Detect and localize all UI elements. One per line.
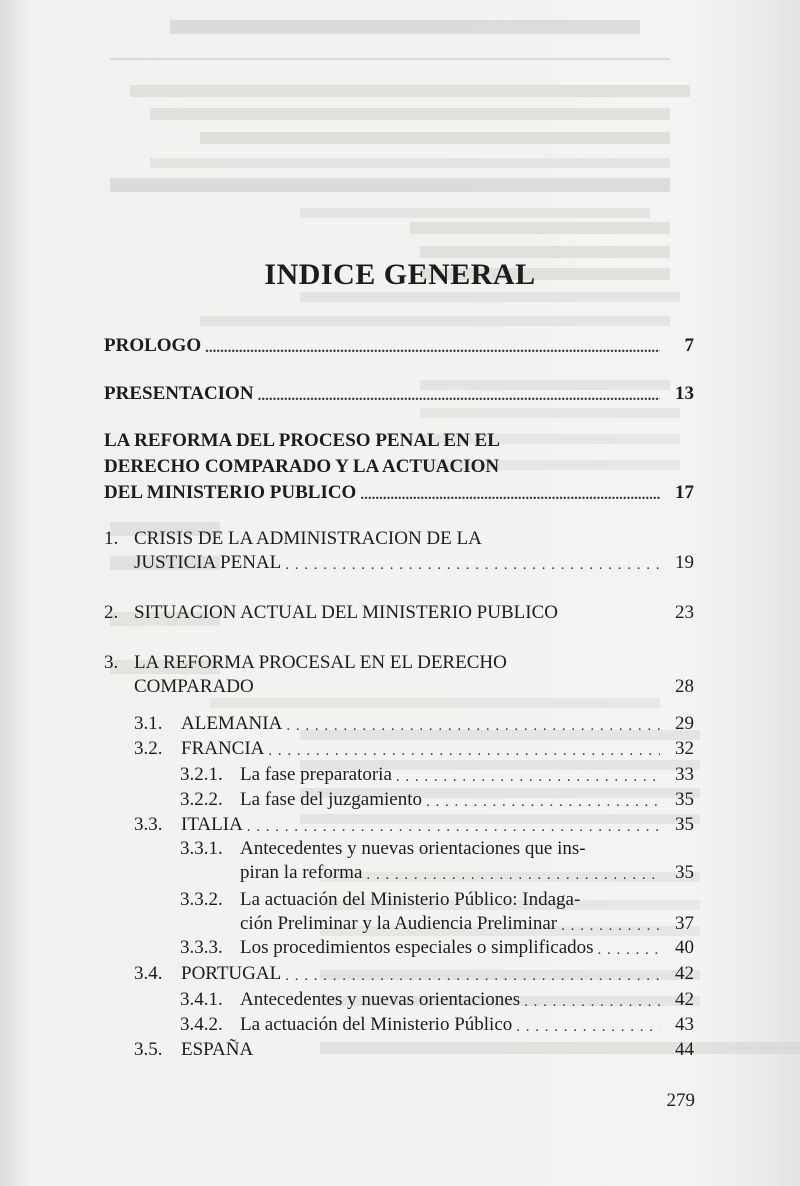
toc-entry-label-line: piran la reforma bbox=[240, 862, 363, 883]
toc-entry-number: 3.2.1. bbox=[180, 764, 223, 785]
toc-entry-label: PROLOGO bbox=[104, 335, 202, 356]
toc-entry-number: 2. bbox=[104, 602, 119, 623]
toc-entry-label: ITALIA bbox=[181, 814, 243, 835]
toc-entry-label: La fase del juzgamiento bbox=[240, 789, 423, 810]
toc-entry-label: La fase preparatoria bbox=[240, 764, 392, 785]
toc-entry-label: ESPAÑA bbox=[181, 1039, 254, 1060]
toc-entry-label-line: Antecedentes y nuevas orientaciones que ins- bbox=[240, 838, 586, 859]
leader-dots bbox=[598, 941, 660, 959]
toc-entry-label: FRANCIA bbox=[181, 738, 265, 759]
toc-entry-page: 42 bbox=[675, 989, 694, 1010]
leader-dots bbox=[426, 793, 660, 811]
toc-entry-page: 35 bbox=[675, 789, 694, 810]
toc-entry-page: 29 bbox=[675, 713, 694, 734]
toc-entry-number: 3.3. bbox=[134, 814, 163, 835]
toc-entry-page: 37 bbox=[675, 913, 694, 934]
toc-entry-page: 23 bbox=[675, 602, 694, 623]
leader-dots bbox=[205, 339, 660, 357]
toc-entry-label-line: JUSTICIA PENAL bbox=[134, 552, 282, 573]
toc-entry-page: 40 bbox=[675, 937, 694, 958]
toc-entry-number: 3.2.2. bbox=[180, 789, 223, 810]
toc-entry-number: 3. bbox=[104, 652, 119, 673]
leader-dots bbox=[285, 967, 660, 985]
toc-entry-number: 1. bbox=[104, 528, 119, 549]
leader-dots bbox=[286, 717, 660, 735]
toc-entry-page: 43 bbox=[675, 1014, 694, 1035]
toc-entry-label-line: LA REFORMA DEL PROCESO PENAL EN EL bbox=[104, 430, 500, 451]
toc-entry-number: 3.3.1. bbox=[180, 838, 223, 859]
toc-entry-1[interactable] bbox=[104, 528, 694, 578]
toc-entry-label: ALEMANIA bbox=[181, 713, 283, 734]
toc-entry-label: SITUACION ACTUAL DEL MINISTERIO PUBLICO bbox=[134, 602, 558, 623]
leader-dots bbox=[516, 1018, 660, 1036]
toc-entry-label: PRESENTACION bbox=[104, 383, 254, 404]
toc-entry-page: 44 bbox=[675, 1039, 694, 1060]
toc-entry-3-3-1[interactable] bbox=[104, 838, 694, 886]
toc-entry-number: 3.3.2. bbox=[180, 889, 223, 910]
toc-entry-label-line: LA REFORMA PROCESAL EN EL DERECHO bbox=[134, 652, 507, 673]
toc-entry-number: 3.4.1. bbox=[180, 989, 223, 1010]
leader-dots bbox=[258, 387, 660, 405]
toc-entry-3[interactable] bbox=[104, 652, 694, 702]
toc-entry-page: 32 bbox=[675, 738, 694, 759]
leader-dots bbox=[561, 917, 660, 935]
toc-entry-label-line: COMPARADO bbox=[134, 676, 254, 697]
toc-entry-page: 19 bbox=[675, 552, 694, 573]
toc-entry-page: 33 bbox=[675, 764, 694, 785]
index-title: INDICE GENERAL bbox=[264, 258, 536, 291]
toc-entry-page: 35 bbox=[675, 814, 694, 835]
toc-entry-page: 17 bbox=[675, 482, 694, 503]
toc-entry-label-line: La actuación del Ministerio Público: Indaga- bbox=[240, 889, 581, 910]
leader-dots bbox=[366, 866, 660, 884]
leader-dots bbox=[396, 768, 660, 786]
toc-entry-number: 3.4. bbox=[134, 963, 163, 984]
toc-entry-page: 35 bbox=[675, 862, 694, 883]
toc-entry-la-reforma[interactable] bbox=[104, 430, 694, 510]
page-number: 279 bbox=[666, 1090, 695, 1111]
toc-entry-label: Los procedimientos especiales o simplificados bbox=[240, 937, 594, 958]
toc-entry-number: 3.4.2. bbox=[180, 1014, 223, 1035]
toc-entry-number: 3.2. bbox=[134, 738, 163, 759]
toc-entry-page: 13 bbox=[675, 383, 694, 404]
leader-dots bbox=[247, 818, 660, 836]
toc-entry-label-line: CRISIS DE LA ADMINISTRACION DE LA bbox=[134, 528, 482, 549]
toc-entry-label: La actuación del Ministerio Público bbox=[240, 1014, 513, 1035]
toc-entry-page: 7 bbox=[684, 335, 694, 356]
toc-entry-page: 28 bbox=[675, 676, 694, 697]
toc-entry-label: Antecedentes y nuevas orientaciones bbox=[240, 989, 521, 1010]
toc-entry-number: 3.3.3. bbox=[180, 937, 223, 958]
leader-dots bbox=[360, 486, 660, 504]
toc-entry-number: 3.5. bbox=[134, 1039, 163, 1060]
toc-entry-page: 42 bbox=[675, 963, 694, 984]
toc-entry-label-line: ción Preliminar y la Audiencia Preliminar bbox=[240, 913, 558, 934]
toc-entry-label-line: DERECHO COMPARADO Y LA ACTUACION bbox=[104, 456, 500, 477]
leader-dots bbox=[285, 556, 660, 574]
toc-entry-label: PORTUGAL bbox=[181, 963, 282, 984]
toc-entry-number: 3.1. bbox=[134, 713, 163, 734]
leader-dots bbox=[524, 993, 660, 1011]
toc-entry-3-3-2[interactable] bbox=[104, 889, 694, 937]
toc-entry-label-line: DEL MINISTERIO PUBLICO bbox=[104, 482, 357, 503]
leader-dots bbox=[268, 742, 660, 760]
